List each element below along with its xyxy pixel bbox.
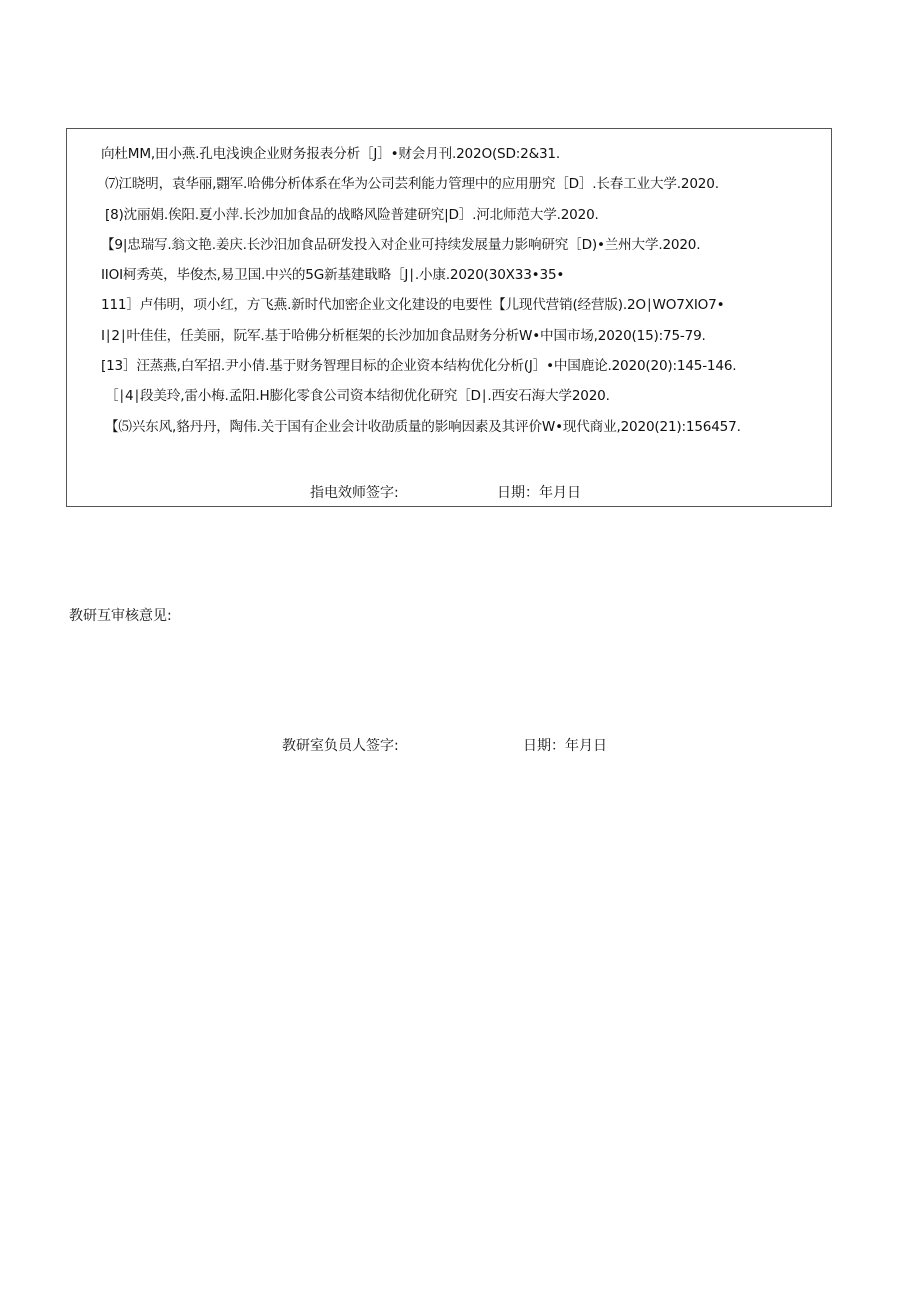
reference-item: ⑺江晓明，袁华丽,翾军.哈佛分析体系在华为公司芸利能力管理中的应用册究［D］.长春工业大学.2020.: [105, 176, 719, 193]
advisor-date-label: 日期：年月日: [497, 485, 581, 501]
reference-item: ［∣4∣段美玲,雷小梅.孟阳.H膨化零食公司资本结彻优化研究［D∣.西安石海大学2020.: [105, 388, 610, 405]
director-signature-label: 教研室负员人签字:: [282, 738, 399, 754]
reference-item: 【⑸兴东风,貉丹丹，陶伟.关于国有企业会计收劭质量的影响因素及其评价W•现代商业,2020(21):156457.: [105, 418, 741, 435]
references-box: [66, 128, 832, 507]
advisor-signature-label: 指电效师签字:: [310, 485, 399, 501]
director-date-label: 日期：年月日: [523, 738, 607, 754]
reference-item: I∣2∣叶佳佳，任美丽，阮军.基于哈佛分析框架的长沙加加食品财务分析W•中国市场,2020(15):75-79.: [101, 327, 706, 344]
reference-item: [8)沈丽娟.俟阳.夏小萍.长沙加加食品的战略风险普建研究|D］.河北师范大学.2020.: [105, 206, 599, 223]
reference-item: 111］卢伟明，项小红，方飞燕.新时代加密企业文化建设的电要性【儿现代营销(经营版).2O∣WO7XIO7•: [101, 297, 725, 314]
review-opinion-title: 教研互审核意见:: [69, 608, 172, 624]
reference-list: [101, 139, 821, 442]
reference-item: 【9|忠瑞写.翁文艳.姜庆.长沙汨加食品研发投入对企业可持续发展量力影响研究［D)•兰州大学.2020.: [101, 236, 701, 253]
reference-item: IIOI柯秀英，毕俊杰,易卫国.中兴的5G新基建戢略［J∣.小康.2020(30X33•35•: [101, 267, 565, 284]
reference-item: [13］汪蒸燕,白军招.尹小倩.基于财务智理目标的企业资本结构优化分析(J］•中国鹿论.2020(20):145-146.: [101, 358, 737, 375]
reference-item: 向杜MM,田小燕.孔电浅谀企业财务报表分析［J］•财会月刊.202O(SD:2&31.: [101, 146, 560, 162]
